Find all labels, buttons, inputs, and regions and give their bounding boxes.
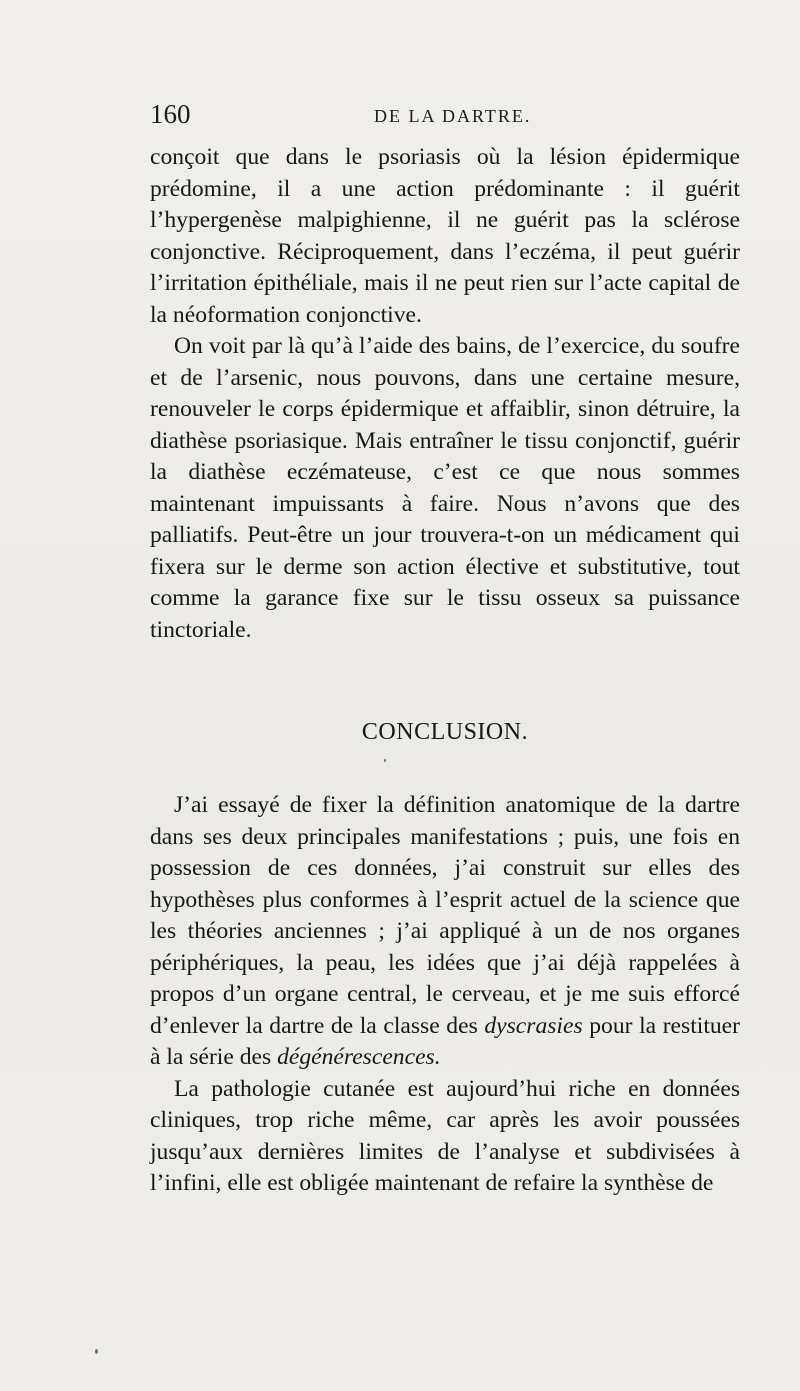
paragraph-remedies: On voit par là qu’à l’aide des bains, de l’exercice, du soufre et de l’arsenic, nous pouvons, dans une certaine mesure, renouveler le corps épidermique et affaiblir, sinon détruire, la diathèse psoriasique. Mais entraîner le tissu conjonctif, guérir la diathèse eczémateuse, c’est ce que nous sommes maintenant impuissants à faire. Nous n’avons que des palliatifs. Peut-être un jour trouvera-t-on un médicament qui fixera sur le derme son action élective et substitutive, tout comme la garance fixe sur le tissu osseux sa puissance tinctoriale.: [150, 333, 740, 643]
paragraph-conclusion-2: La pathologie cutanée est aujourd’hui riche en données cliniques, trop riche même, car après les avoir poussées jusqu’aux dernières limites de l’analyse et subdivisées à l’infini, elle est obligée maintenant de refaire la synthèse de: [150, 1075, 740, 1196]
body-text-top: [150, 142, 740, 646]
paragraph-conclusion-1-part-b: pour la restituer à la série des: [150, 1012, 740, 1070]
term-dyscrasies: dyscrasies: [484, 1012, 583, 1039]
ink-speck: [384, 759, 386, 762]
running-head: DE LA DARTRE.: [374, 106, 532, 126]
page-number: 160: [150, 99, 191, 129]
page-header: [150, 98, 740, 138]
body-text-conclusion: [150, 790, 740, 1200]
ink-speck: [95, 1349, 98, 1354]
term-degenerescences: dégénérescences.: [277, 1044, 441, 1070]
paragraph-conclusion-1-part-a: J’ai essayé de fixer la définition anatomique de la dartre dans ses deux principales manifestations ; puis, une fois en possession de ces données, j’ai construit sur elles des hypothèses plus conformes à l’esprit actuel de la science que les théories anciennes ; j’ai appliqué à un de nos organes périphériques, la peau, les idées que j’ai déjà rappelées à propos d’un organe central, le cerveau, et je me suis efforcé d’enlever la dartre de la classe des: [150, 792, 740, 1039]
paragraph-conclusion-1: [150, 790, 740, 1074]
paragraph-continuation: conçoit que dans le psoriasis où la lésion épidermique prédomine, il a une action prédominante : il guérit l’hypergenèse malpighienne, il ne guérit pas la sclérose conjonctive. Réciproquement, dans l’eczéma, il peut guérir l’irritation épithéliale, mais il ne peut rien sur l’acte capital de la néoformation conjonctive.: [150, 144, 740, 328]
section-heading-conclusion: CONCLUSION.: [361, 719, 529, 745]
